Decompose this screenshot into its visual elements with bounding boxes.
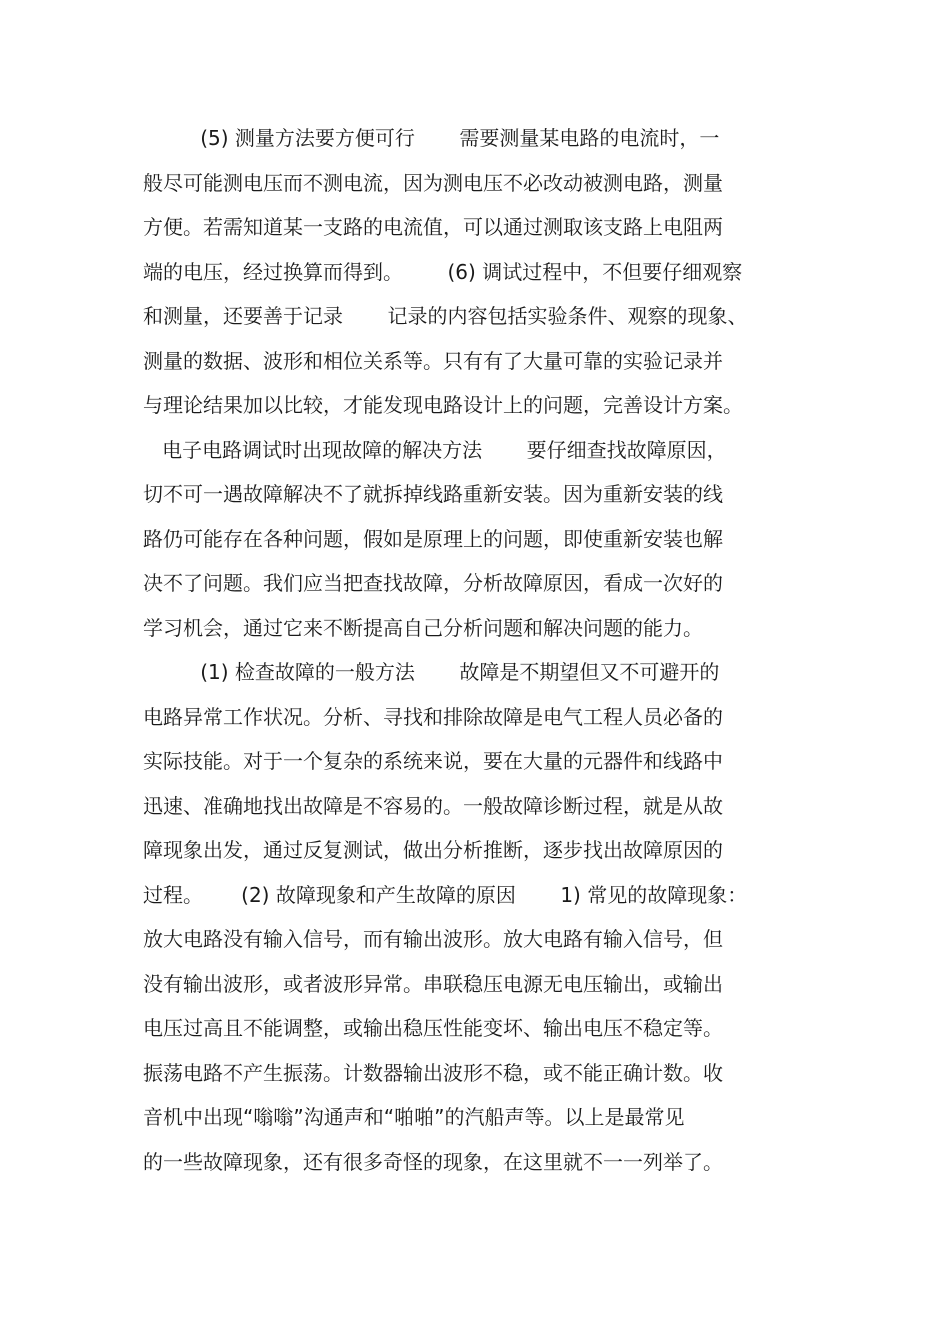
text-line: 般尽可能测电压而不测电流，因为测电压不必改动被测电路，测量 xyxy=(143,170,723,195)
text-line: 振荡电路不产生振荡。计数器输出波形不稳，或不能正确计数。收 xyxy=(143,1060,723,1085)
text-line: 的一些故障现象，还有很多奇怪的现象，在这里就不一一列举了。 xyxy=(143,1149,723,1174)
text-line: 学习机会，通过它来不断提高自己分析问题和解决问题的能力。 xyxy=(143,615,703,640)
text-line: 决不了问题。我们应当把查找故障，分析故障原因，看成一次好的 xyxy=(143,571,723,595)
text-line: 电路异常工作状况。分析、寻找和排除故障是电气工程人员必备的 xyxy=(143,704,723,729)
text-line: 实际技能。对于一个复杂的系统来说，要在大量的元器件和线路中 xyxy=(143,749,723,773)
text-line: (5) 测量方法要方便可行 需要测量某电路的电流时，一 xyxy=(143,126,720,150)
text-line: 电压过高且不能调整，或输出稳压性能变坏、输出电压不稳定等。 xyxy=(143,1016,723,1040)
text-line: 障现象出发，通过反复测试，做出分析推断，逐步找出故障原因的 xyxy=(143,838,723,862)
text-line: 和测量，还要善于记录 记录的内容包括实验条件、观察的现象、 xyxy=(143,304,748,328)
text-line: 测量的数据、波形和相位关系等。只有有了大量可靠的实验记录并 xyxy=(143,348,723,373)
text-line: 电子电路调试时出现故障的解决方法 要仔细查找故障原因， xyxy=(143,437,727,462)
text-line: (1) 检查故障的一般方法 故障是不期望但又不可避开的 xyxy=(143,660,720,684)
text-line: 切不可一遇故障解决不了就拆掉线路重新安装。因为重新安装的线 xyxy=(143,482,723,506)
text-line: 迅速、准确地找出故障是不容易的。一般故障诊断过程，就是从故 xyxy=(143,793,723,818)
text-line: 方便。若需知道某一支路的电流值，可以通过测取该支路上电阻两 xyxy=(143,215,723,239)
text-line: 与理论结果加以比较，才能发现电路设计上的问题，完善设计方案。 xyxy=(143,393,743,417)
text-line: 音机中出现“嗡嗡”沟通声和“啪啪”的汽船声等。以上是最常见 xyxy=(143,1105,685,1129)
text-line: 端的电压，经过换算而得到。 (6) 调试过程中，不但要仔细观察 xyxy=(143,259,743,284)
text-line: 放大电路没有输入信号，而有输出波形。放大电路有输入信号，但 xyxy=(143,927,723,951)
text-line: 过程。 (2) 故障现象和产生故障的原因 1) 常见的故障现象： xyxy=(143,882,748,907)
text-line: 没有输出波形，或者波形异常。串联稳压电源无电压输出，或输出 xyxy=(143,971,723,996)
text-line: 路仍可能存在各种问题，假如是原理上的问题，即使重新安装也解 xyxy=(143,526,723,551)
body-text xyxy=(143,116,823,1184)
